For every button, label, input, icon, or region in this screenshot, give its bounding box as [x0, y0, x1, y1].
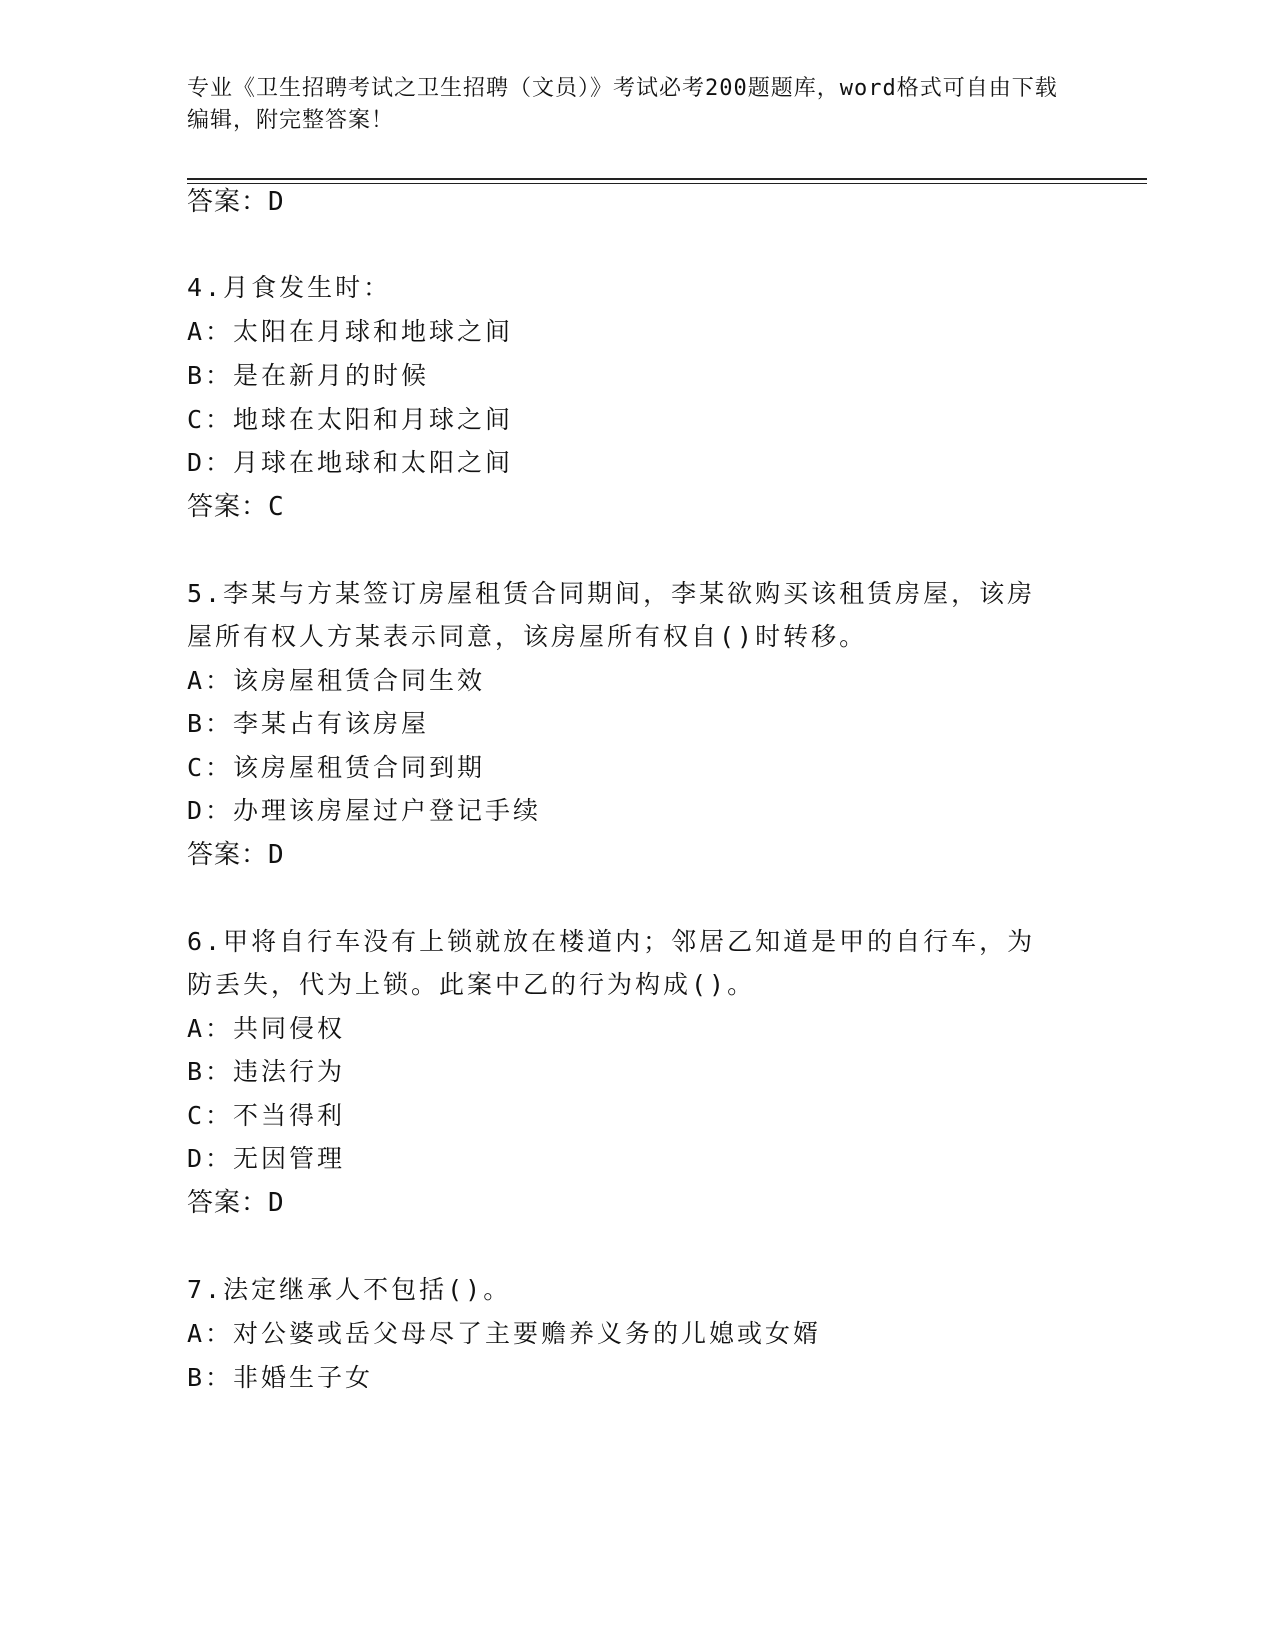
question-6-answer — [187, 1187, 285, 1219]
question-7-option-a: A：对公婆或岳父母尽了主要赡养义务的儿媳或女婿 — [187, 1319, 822, 1348]
answer-label: 答案： — [187, 187, 269, 217]
answer-value: C — [268, 492, 285, 522]
question-5-answer — [187, 839, 285, 871]
question-6-option-c: C：不当得利 — [187, 1101, 346, 1130]
question-4-stem: 4.月食发生时： — [187, 273, 392, 302]
question-6-stem-line-2: 防丢失，代为上锁。此案中乙的行为构成()。 — [187, 970, 756, 999]
question-5-stem-line-2: 屋所有权人方某表示同意，该房屋所有权自()时转移。 — [187, 622, 868, 651]
answer-label: 答案： — [187, 1188, 269, 1218]
answer-label: 答案： — [187, 840, 269, 870]
header-divider — [187, 178, 1147, 180]
answer-value: D — [268, 840, 285, 870]
document-intro: 专业《卫生招聘考试之卫生招聘（文员）》考试必考200题题库，word格式可自由下载编辑，附完整答案！ — [187, 76, 1058, 133]
question-6-stem-line-1: 6.甲将自行车没有上锁就放在楼道内；邻居乙知道是甲的自行车，为 — [187, 927, 1036, 956]
header-divider-thin — [187, 183, 1147, 184]
question-5-option-d: D：办理该房屋过户登记手续 — [187, 796, 542, 825]
question-4-option-a: A：太阳在月球和地球之间 — [187, 317, 514, 346]
question-5-stem-line-1: 5.李某与方某签订房屋租赁合同期间，李某欲购买该租赁房屋，该房 — [187, 579, 1036, 608]
question-4-option-d: D：月球在地球和太阳之间 — [187, 448, 514, 477]
question-6-option-d: D：无因管理 — [187, 1144, 346, 1173]
previous-answer — [187, 186, 285, 218]
question-5-option-a: A：该房屋租赁合同生效 — [187, 666, 486, 695]
question-4-option-c: C：地球在太阳和月球之间 — [187, 405, 514, 434]
question-4-option-b: B：是在新月的时候 — [187, 361, 430, 390]
answer-label: 答案： — [187, 492, 269, 522]
question-5-option-c: C：该房屋租赁合同到期 — [187, 753, 486, 782]
question-6-option-b: B：违法行为 — [187, 1057, 346, 1086]
question-6-option-a: A：共同侵权 — [187, 1014, 346, 1043]
question-7-stem: 7.法定继承人不包括()。 — [187, 1275, 512, 1304]
question-5-option-b: B：李某占有该房屋 — [187, 709, 430, 738]
answer-value: D — [268, 187, 285, 217]
question-7-option-b: B：非婚生子女 — [187, 1363, 374, 1392]
answer-value: D — [268, 1188, 285, 1218]
question-4-answer — [187, 491, 285, 523]
